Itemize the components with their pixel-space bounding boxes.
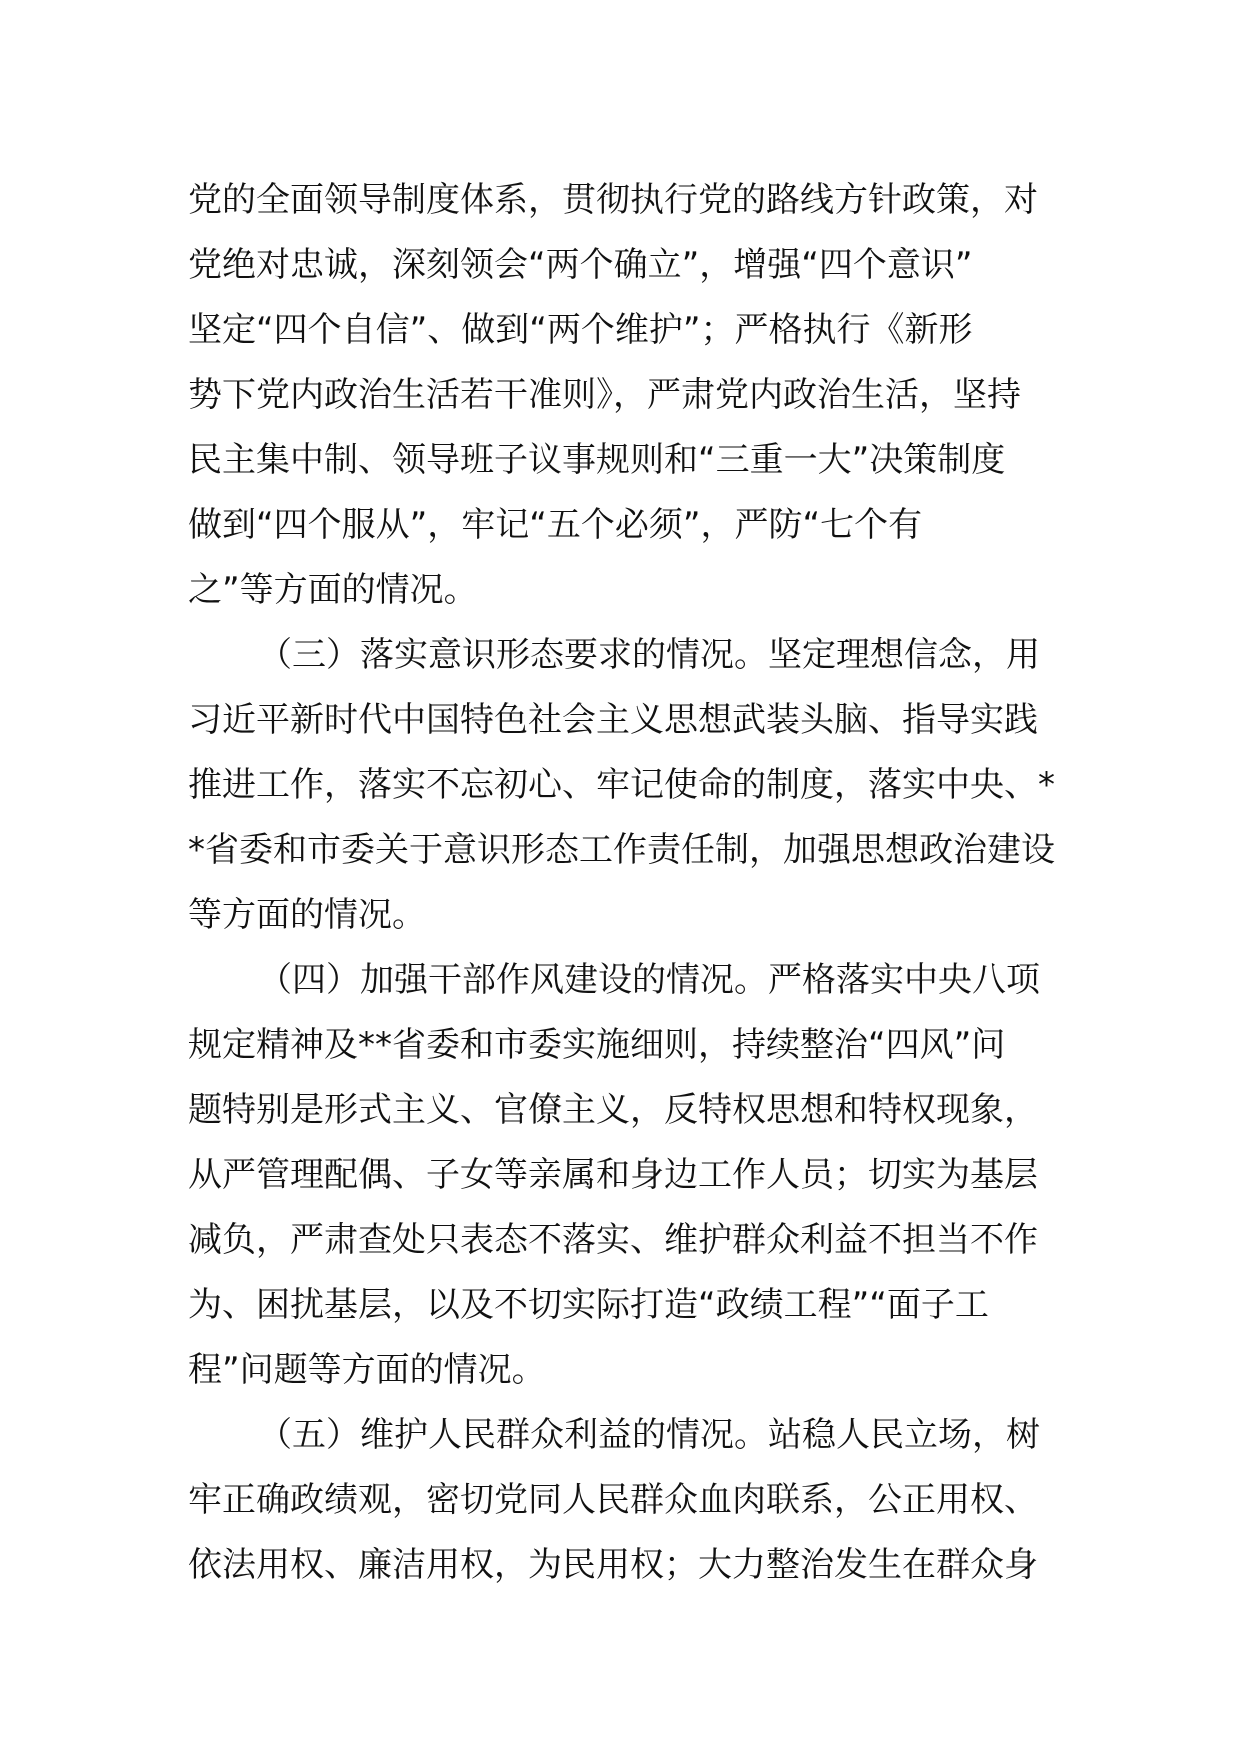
text-line: 规定精神及**省委和市委实施细则，持续整治“四风”问	[188, 1025, 1006, 1065]
text-line: *省委和市委关于意识形态工作责任制，加强思想政治建设	[188, 830, 1055, 870]
text-line: 推进工作，落实不忘初心、牢记使命的制度，落实中央、*	[188, 765, 1055, 805]
text-line: 等方面的情况。	[188, 895, 426, 935]
section-heading-line: （三）落实意识形态要求的情况。坚定理想信念，用	[258, 635, 1040, 675]
text-line: 势下党内政治生活若干准则》，严肃党内政治生活，坚持	[188, 375, 1021, 415]
text-line: 程”问题等方面的情况。	[188, 1350, 546, 1390]
section-heading-line: （四）加强干部作风建设的情况。严格落实中央八项	[258, 960, 1040, 1000]
text-line: 之”等方面的情况。	[188, 570, 478, 610]
text-line: 依法用权、廉洁用权，为民用权；大力整治发生在群众身	[188, 1545, 1038, 1585]
text-line: 民主集中制、领导班子议事规则和“三重一大”决策制度	[188, 440, 1006, 480]
document-body	[188, 168, 1060, 1598]
text-line: 为、困扰基层，以及不切实际打造“政绩工程”“面子工	[188, 1285, 989, 1325]
text-line: 题特别是形式主义、官僚主义，反特权思想和特权现象，	[188, 1090, 1038, 1130]
text-line: 从严管理配偶、子女等亲属和身边工作人员；切实为基层	[188, 1155, 1038, 1195]
section-heading-line: （五）维护人民群众利益的情况。站稳人民立场，树	[258, 1415, 1040, 1455]
text-line: 牢正确政绩观，密切党同人民群众血肉联系，公正用权、	[188, 1480, 1038, 1520]
text-line: 减负，严肃查处只表态不落实、维护群众利益不担当不作	[188, 1220, 1038, 1260]
text-line: 坚定“四个自信”、做到“两个维护”；严格执行《新形	[188, 310, 973, 350]
text-line: 习近平新时代中国特色社会主义思想武装头脑、指导实践	[188, 700, 1038, 740]
text-line: 党的全面领导制度体系，贯彻执行党的路线方针政策，对	[188, 180, 1038, 220]
text-line: 党绝对忠诚，深刻领会“两个确立”，增强“四个意识”	[188, 245, 973, 285]
text-line: 做到“四个服从”，牢记“五个必须”，严防“七个有	[188, 505, 923, 545]
